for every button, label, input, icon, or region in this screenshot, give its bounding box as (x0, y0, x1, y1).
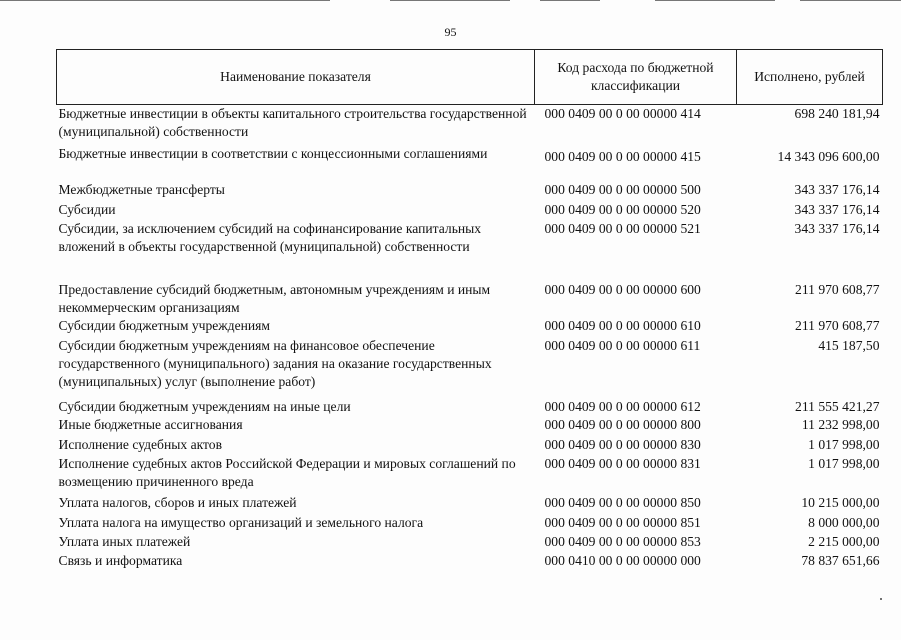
table-row (57, 317, 883, 337)
table-row (57, 436, 883, 455)
table-row (57, 279, 883, 317)
table-row (57, 396, 883, 416)
row-amount: 11 232 998,00 (801, 416, 880, 432)
row-amount: 343 337 176,14 (794, 181, 880, 197)
header-budget-code: Код расхода по бюджетной классификации (535, 50, 737, 105)
row-amount: 211 970 608,77 (795, 317, 880, 333)
row-amount: 78 837 651,66 (801, 552, 880, 568)
table-row (57, 455, 883, 494)
scan-speck (880, 598, 882, 600)
row-code: 000 0409 00 0 00 00000 610 (544, 317, 701, 333)
row-amount: 211 970 608,77 (795, 281, 880, 297)
row-code: 000 0409 00 0 00 00000 850 (544, 494, 701, 510)
row-name: Субсидии бюджетным учреждениям на финансовое обеспечение государственного (муниципального) задания на оказание государственных (муниципальных) услуг (выполнение работ) (58, 337, 492, 389)
row-code: 000 0409 00 0 00 00000 853 (544, 533, 701, 549)
row-name: Бюджетные инвестиции в соответствии с концессионными соглашениями (58, 145, 488, 161)
row-code: 000 0409 00 0 00 00000 600 (544, 281, 701, 297)
row-amount: 343 337 176,14 (794, 201, 880, 217)
table-row (57, 533, 883, 552)
row-code: 000 0409 00 0 00 00000 611 (544, 337, 701, 353)
row-amount: 8 000 000,00 (808, 514, 880, 530)
row-amount: 14 343 096 600,00 (777, 148, 880, 164)
row-name: Исполнение судебных актов (58, 436, 223, 452)
row-name: Предоставление субсидий бюджетным, автономным учреждениям и иным некоммерческим организациям (58, 281, 491, 315)
row-name: Субсидии бюджетным учреждениям (58, 317, 271, 333)
row-code: 000 0409 00 0 00 00000 521 (544, 220, 701, 236)
page-top-edge (0, 0, 901, 3)
row-amount: 1 017 998,00 (808, 455, 880, 471)
row-code: 000 0409 00 0 00 00000 414 (544, 106, 701, 121)
table-header-row (57, 50, 883, 105)
row-name: Уплата налога на имущество организаций и земельного налога (58, 514, 424, 530)
row-name: Уплата иных платежей (58, 533, 191, 549)
row-code: 000 0409 00 0 00 00000 851 (544, 514, 701, 530)
budget-execution-table (56, 49, 883, 572)
row-code: 000 0409 00 0 00 00000 415 (544, 148, 701, 164)
table-row (57, 105, 883, 143)
row-amount: 698 240 181,94 (794, 106, 880, 121)
row-code: 000 0410 00 0 00 00000 000 (544, 552, 701, 568)
table-row (57, 494, 883, 514)
row-amount: 415 187,50 (818, 337, 880, 353)
table-row (57, 337, 883, 396)
row-name: Межбюджетные трансферты (58, 181, 225, 197)
table-row (57, 220, 883, 279)
header-executed-amount: Исполнено, рублей (737, 50, 883, 105)
row-name: Исполнение судебных актов Российской Федерации и мировых соглашений по возмещению причиненного вреда (58, 455, 516, 489)
row-code: 000 0409 00 0 00 00000 500 (544, 181, 701, 197)
row-amount: 1 017 998,00 (808, 436, 880, 452)
table-row (57, 201, 883, 220)
row-name: Иные бюджетные ассигнования (58, 416, 243, 432)
row-name: Бюджетные инвестиции в объекты капитального строительства государственной (муниципальной) собственности (58, 106, 527, 139)
table-row (57, 514, 883, 533)
row-code: 000 0409 00 0 00 00000 800 (544, 416, 701, 432)
table-row (57, 143, 883, 181)
row-code: 000 0409 00 0 00 00000 831 (544, 455, 701, 471)
row-amount: 2 215 000,00 (808, 533, 880, 549)
row-amount: 10 215 000,00 (801, 494, 880, 510)
row-code: 000 0409 00 0 00 00000 830 (544, 436, 701, 452)
row-code: 000 0409 00 0 00 00000 612 (544, 398, 701, 414)
row-name: Субсидии, за исключением субсидий на софинансирование капитальных вложений в объекты государственной (муниципальной) собственности (58, 220, 482, 254)
table-row (57, 416, 883, 436)
row-name: Субсидии бюджетным учреждениям на иные цели (58, 398, 351, 414)
header-indicator-name: Наименование показателя (57, 50, 535, 105)
row-name: Субсидии (58, 201, 116, 217)
table-row (57, 552, 883, 572)
row-name: Уплата налогов, сборов и иных платежей (58, 494, 297, 510)
page-number: 95 (444, 25, 457, 39)
table-row (57, 181, 883, 201)
row-amount: 211 555 421,27 (795, 398, 880, 414)
row-name: Связь и информатика (58, 552, 183, 568)
row-code: 000 0409 00 0 00 00000 520 (544, 201, 701, 217)
row-amount: 343 337 176,14 (794, 220, 880, 236)
